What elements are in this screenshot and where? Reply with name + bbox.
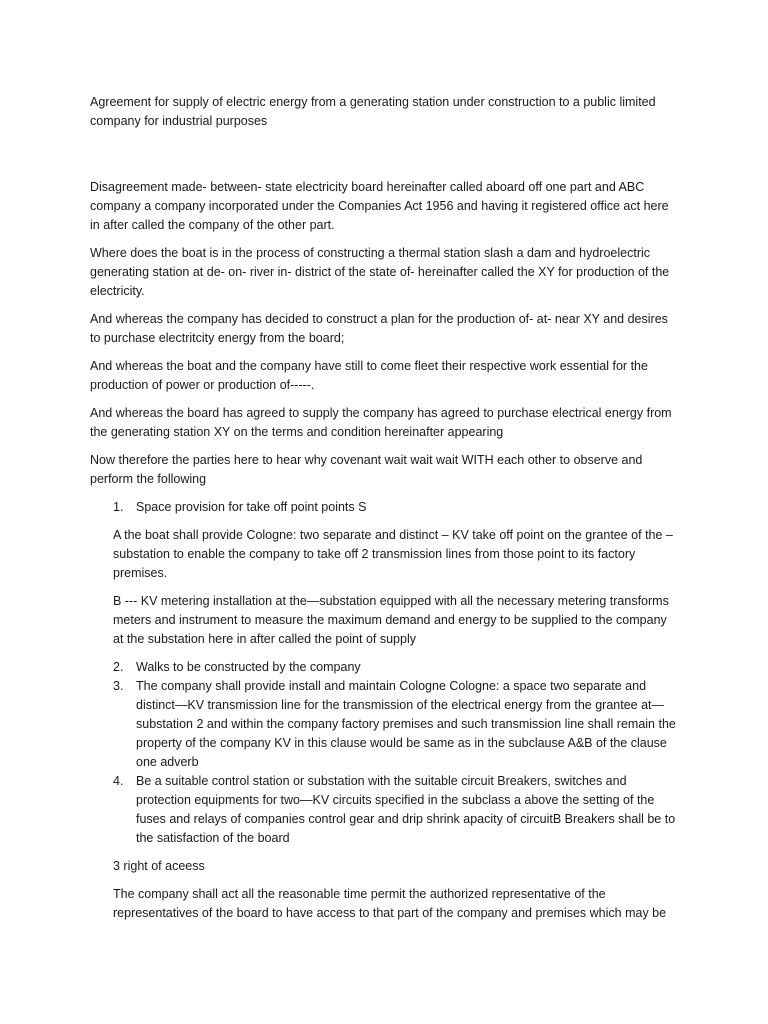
list-item-text: The company shall provide install and maintain Cologne Cologne: a space two separate and distinct—KV transmission line for the transmission of the electrical energy from the grantee at—substation 2 and within the company factory premises and such transmission line shall remain the property of the company KV in this clause would be same as in the subclause A&B of the clause one adverb bbox=[136, 679, 676, 769]
list-item-number: 2. bbox=[113, 660, 124, 674]
section-3-text: The company shall act all the reasonable time permit the authorized representative of the representatives of the board to have access to that part of the company and premises which may be bbox=[113, 887, 667, 920]
paragraph-now-therefore: Now therefore the parties here to hear why covenant wait wait wait WITH each other to observe and perform the following bbox=[90, 453, 643, 486]
list-item-text: Be a suitable control station or substation with the suitable circuit Breakers, switches and protection equipments for two—KV circuits specified in the subclass a above the setting of the fuses and relays of companies control gear and drip shrink apacity of circuitB Breakers shall be to the satisfaction of the board bbox=[136, 774, 676, 845]
paragraph-whereas-board: Where does the boat is in the process of constructing a thermal station slash a dam and hydroelectric generating station at de- on- river in- district of the state of- hereinafter called the XY for production of the electricity. bbox=[90, 246, 670, 298]
clause-list-1 bbox=[90, 498, 678, 517]
list-item bbox=[90, 498, 678, 517]
subclause-a: A the boat shall provide Cologne: two separate and distinct – KV take off point on the grantee of the – substation to enable the company to take off 2 transmission lines from those point to its factory premises. bbox=[113, 528, 673, 580]
document-title: Agreement for supply of electric energy from a generating station under construction to a public limited company for industrial purposes bbox=[90, 95, 656, 128]
list-item bbox=[90, 772, 678, 848]
list-item-text: Space provision for take off point points S bbox=[136, 500, 367, 514]
list-item bbox=[90, 677, 678, 772]
list-item-number: 3. bbox=[113, 679, 124, 693]
list-item-number: 4. bbox=[113, 774, 124, 788]
paragraph-whereas-work: And whereas the boat and the company have still to come fleet their respective work essential for the production of power or production of-----. bbox=[90, 359, 648, 392]
subclause-b: B --- KV metering installation at the—substation equipped with all the necessary metering transforms meters and instrument to measure the maximum demand and energy to be supplied to the company at the substation here in after called the point of supply bbox=[113, 594, 669, 646]
list-item bbox=[90, 658, 678, 677]
section-3-heading: 3 right of aceess bbox=[113, 859, 205, 873]
paragraph-whereas-agreed: And whereas the board has agreed to supply the company has agreed to purchase electrical energy from the generating station XY on the terms and condition hereinafter appearing bbox=[90, 406, 672, 439]
list-item-number: 1. bbox=[113, 500, 124, 514]
clause-list-2 bbox=[90, 658, 678, 848]
paragraph-preamble: Disagreement made- between- state electricity board hereinafter called aboard off one part and ABC company a company incorporated under the Companies Act 1956 and having it registered office act here in after called the company of the other part. bbox=[90, 180, 669, 232]
paragraph-whereas-company: And whereas the company has decided to construct a plan for the production of- at- near XY and desires to purchase electritcity energy from the board; bbox=[90, 312, 668, 345]
list-item-text: Walks to be constructed by the company bbox=[136, 660, 361, 674]
